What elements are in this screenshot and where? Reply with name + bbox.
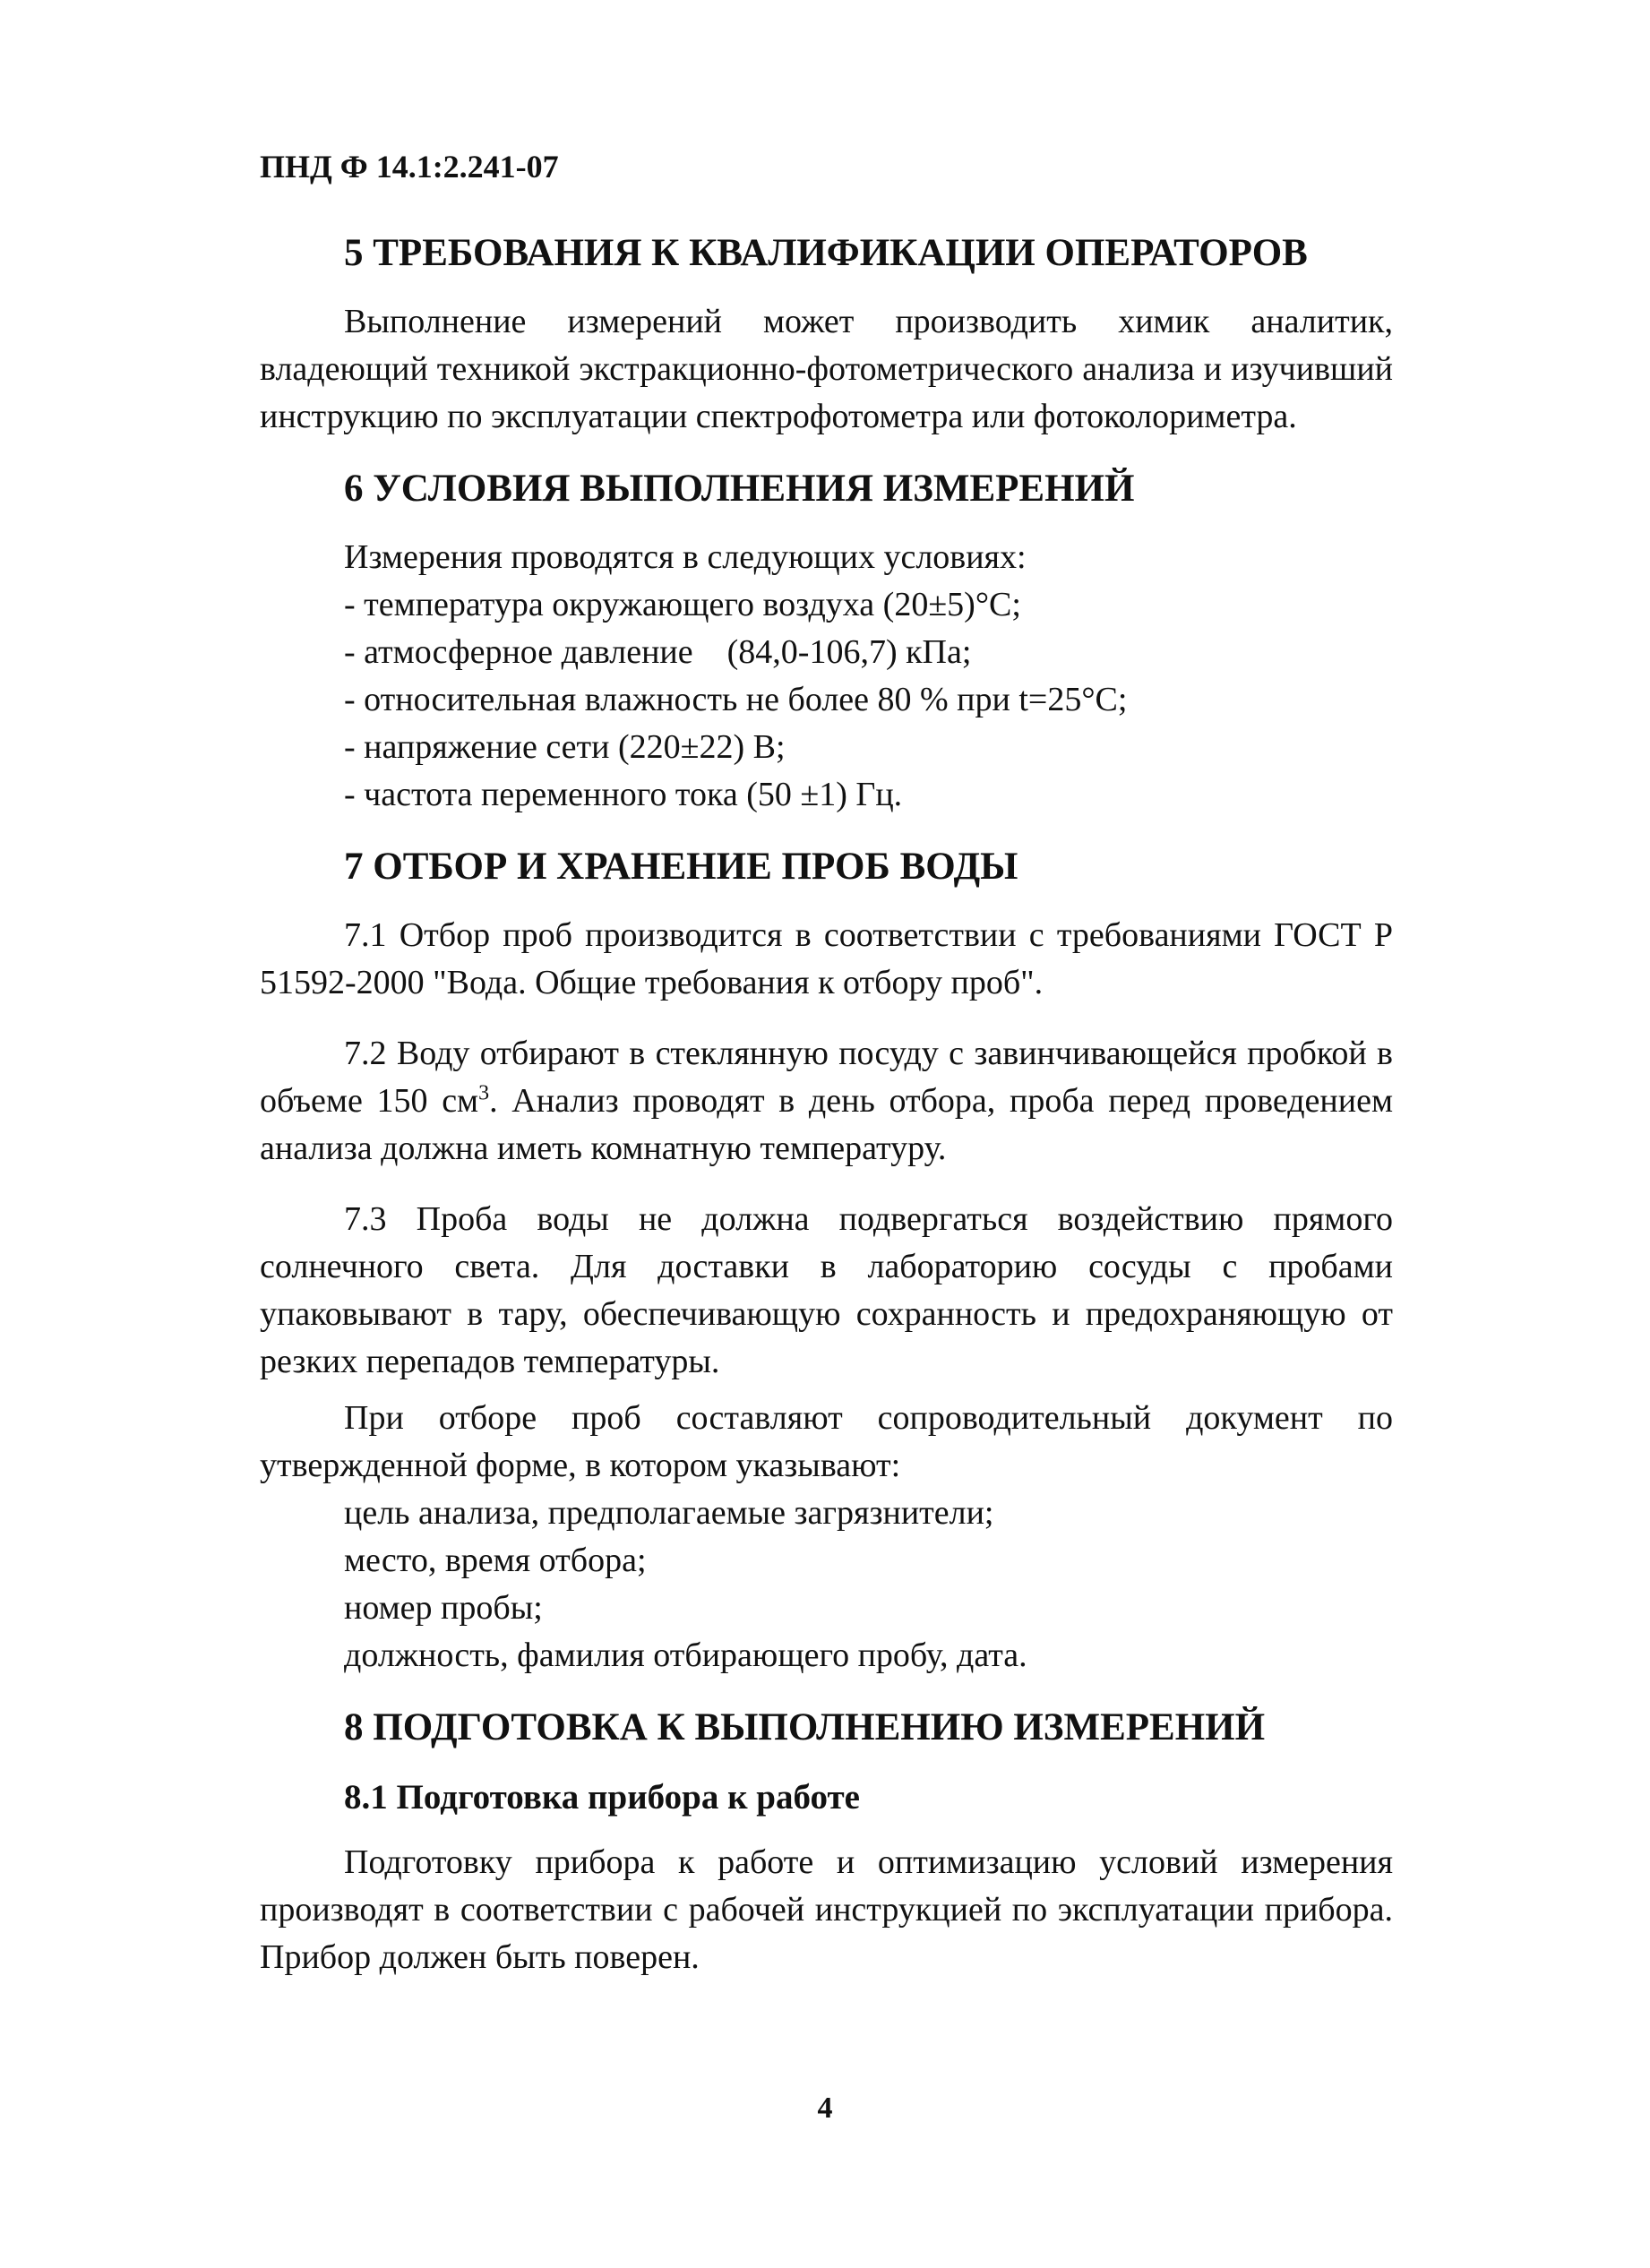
paragraph-7-4: При отборе проб составляют сопроводительный документ по утвержденной форме, в котором указывают: xyxy=(260,1399,1393,1484)
condition-item: - частота переменного тока (50 ±1) Гц. xyxy=(344,776,903,813)
record-item: место, время отбора; xyxy=(344,1542,647,1579)
page-number: 4 xyxy=(817,2092,833,2125)
section-8-text: Подготовку прибора к работе и оптимизацию условий измерения производят в соответствии с рабочей инструкцией по эксплуатации прибора. Прибор должен быть поверен. xyxy=(260,1843,1393,1976)
section-6-heading: 6 УСЛОВИЯ ВЫПОЛНЕНИЯ ИЗМЕРЕНИЙ xyxy=(344,468,1135,510)
section-6-intro: Измерения проводятся в следующих условиях: xyxy=(344,538,1027,576)
paragraph-7-2 xyxy=(260,1030,1393,1173)
spacer xyxy=(260,441,1393,464)
spacer xyxy=(260,819,1393,842)
section-8-heading: 8 ПОДГОТОВКА К ВЫПОЛНЕНИЮ ИЗМЕРЕНИЙ xyxy=(344,1706,1266,1748)
subsection-8-1-heading: 8.1 Подготовка прибора к работе xyxy=(344,1778,860,1817)
condition-item: - относительная влажность не более 80 % при t=25°С; xyxy=(344,681,1128,718)
record-item: цель анализа, предполагаемые загрязнители; xyxy=(344,1494,994,1532)
paragraph-7-1: 7.1 Отбор проб производится в соответствии с требованиями ГОСТ Р 51592-2000 "Вода. Общие требования к отбору проб". xyxy=(260,916,1393,1001)
record-item: должность, фамилия отбирающего пробу, дата. xyxy=(344,1637,1027,1674)
condition-item: - атмосферное давление (84,0-106,7) кПа; xyxy=(344,633,972,671)
superscript-3: 3 xyxy=(478,1081,490,1105)
section-5-text: Выполнение измерений может производить химик аналитик, владеющий техникой экстракционно-фотометрического анализа и изучивший инструкцию по эксплуатации спектрофотометра или фотоколориметра. xyxy=(260,303,1393,435)
paragraph-7-3: 7.3 Проба воды не должна подвергаться воздействию прямого солнечного света. Для доставки в лабораторию сосуды с пробами упаковывают в тару, обеспечивающую сохранность и предохраняющую от резких перепадов температуры. xyxy=(260,1200,1393,1380)
paragraph-7-2-text-a: 7.2 Воду отбирают в стеклянную посуду с завинчивающейся пробкой в объеме 150 см xyxy=(260,1035,1393,1120)
spacer xyxy=(260,1680,1393,1703)
section-7-heading: 7 ОТБОР И ХРАНЕНИЕ ПРОБ ВОДЫ xyxy=(344,846,1018,888)
section-5-heading: 5 ТРЕБОВАНИЯ К КВАЛИФИКАЦИИ ОПЕРАТОРОВ xyxy=(344,232,1308,274)
condition-item: - напряжение сети (220±22) В; xyxy=(344,728,786,766)
paragraph-7-2-text-b: . Анализ проводят в день отбора, проба перед проведением анализа должна иметь комнатную температуру. xyxy=(260,1082,1393,1167)
document-code: ПНД Ф 14.1:2.241-07 xyxy=(260,149,559,185)
record-item: номер пробы; xyxy=(344,1589,543,1627)
page-content xyxy=(260,228,1393,1981)
condition-item: - температура окружающего воздуха (20±5)°С; xyxy=(344,586,1021,623)
